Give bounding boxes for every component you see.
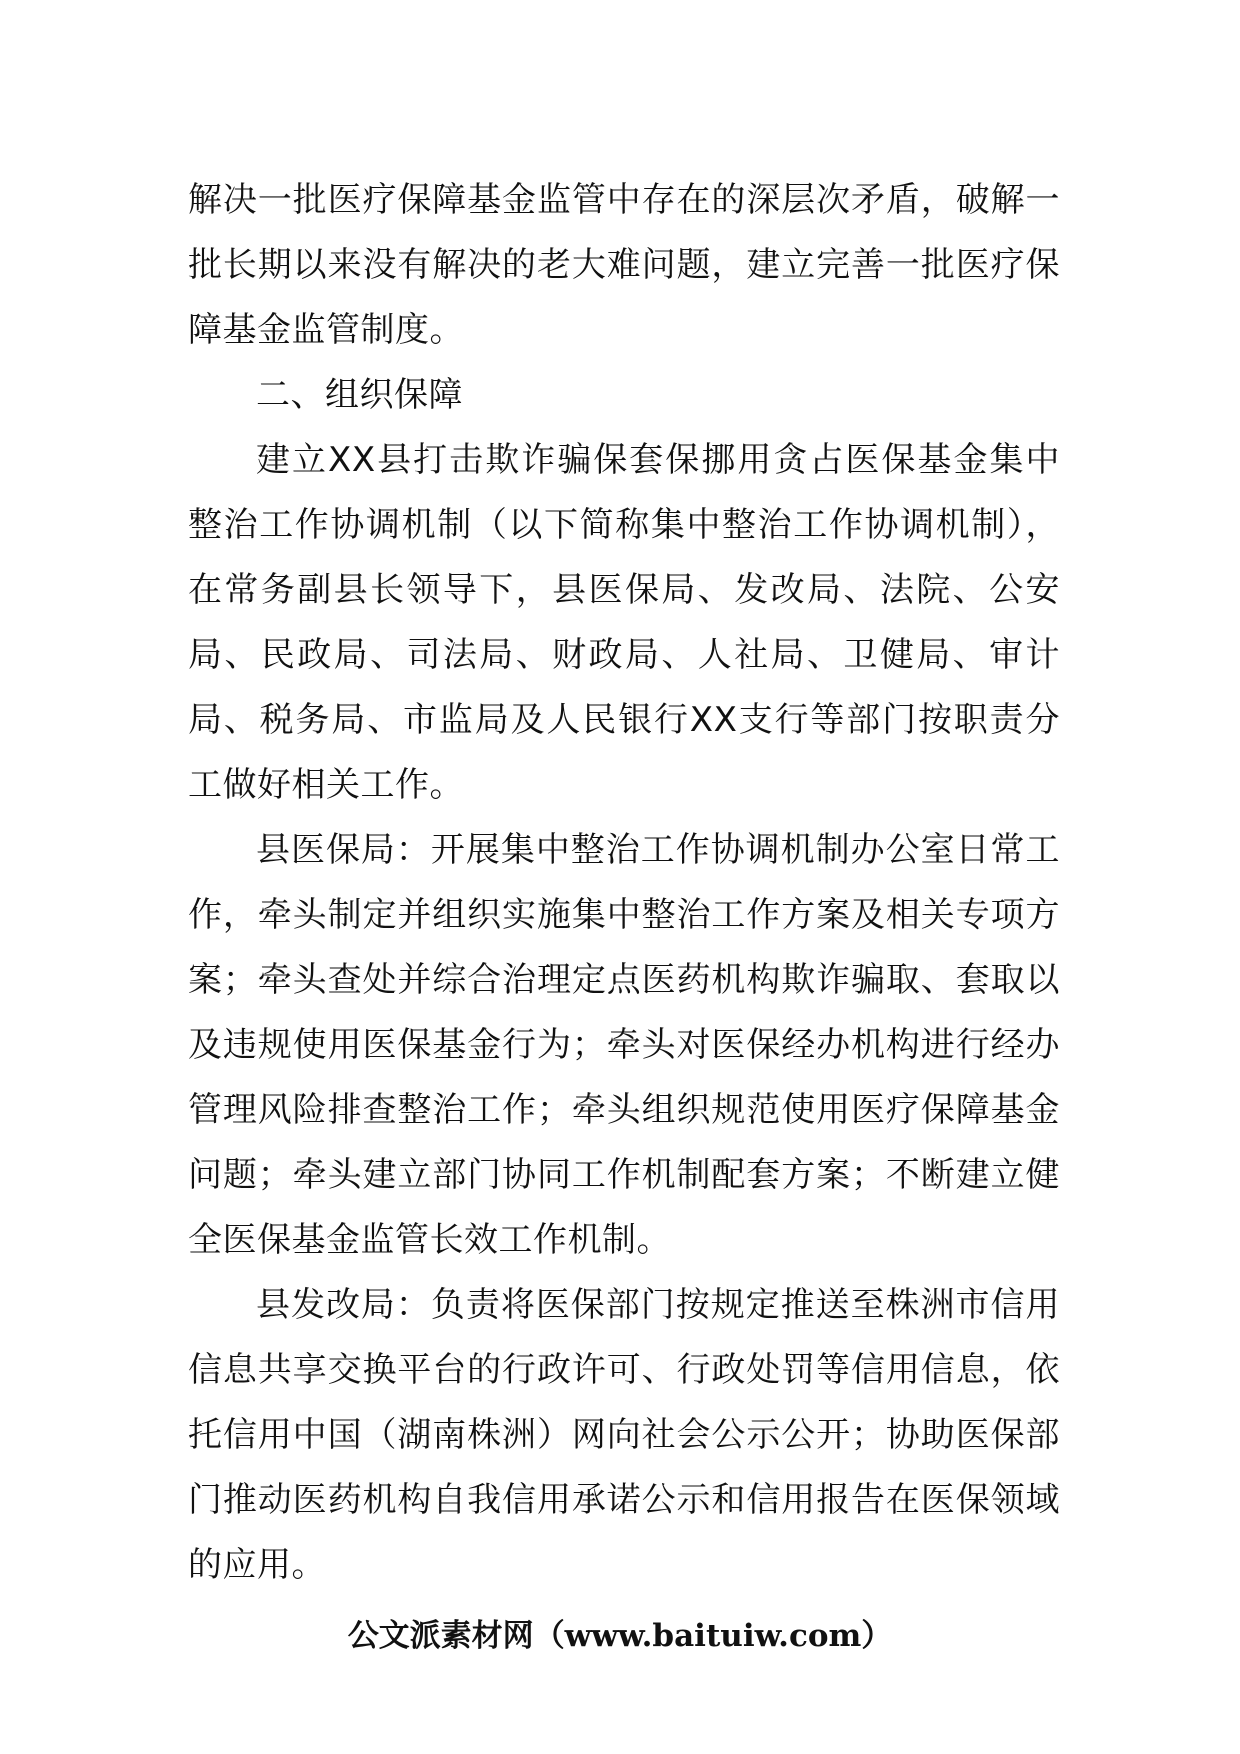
paragraph-coordination-mechanism: 建立XX县打击欺诈骗保套保挪用贪占医保基金集中整治工作协调机制（以下简称集中整治工作协调机制），在常务副县长领导下，县医保局、发改局、法院、公安局、民政局、司法局、财政局、人社局、卫健局、审计局、税务局、市监局及人民银行XX支行等部门按职责分工做好相关工作。 — [188, 440, 1060, 805]
section-heading-organization: 二、组织保障 — [256, 375, 463, 415]
paragraph-medical-insurance-bureau: 县医保局：开展集中整治工作协调机制办公室日常工作，牵头制定并组织实施集中整治工作方案及相关专项方案；牵头查处并综合治理定点医药机构欺诈骗取、套取以及违规使用医保基金行为；牵头对医保经办机构进行经办管理风险排查整治工作；牵头组织规范使用医疗保障基金问题；牵头建立部门协同工作机制配套方案；不断建立健全医保基金监管长效工作机制。 — [188, 830, 1060, 1260]
page-footer-watermark — [0, 1614, 1240, 1658]
paragraph-continuation: 解决一批医疗保障基金监管中存在的深层次矛盾，破解一批长期以来没有解决的老大难问题，建立完善一批医疗保障基金监管制度。 — [188, 180, 1060, 350]
footer-site-name: 公文派素材网 — [347, 1618, 534, 1654]
paragraph-development-reform-bureau: 县发改局：负责将医保部门按规定推送至株洲市信用信息共享交换平台的行政许可、行政处罚等信用信息，依托信用中国（湖南株洲）网向社会公示公开；协助医保部门推动医药机构自我信用承诺公示和信用报告在医保领域的应用。 — [188, 1285, 1060, 1585]
footer-site-url: （www.baituiw.com） — [533, 1618, 893, 1654]
document-body — [188, 168, 1060, 1598]
